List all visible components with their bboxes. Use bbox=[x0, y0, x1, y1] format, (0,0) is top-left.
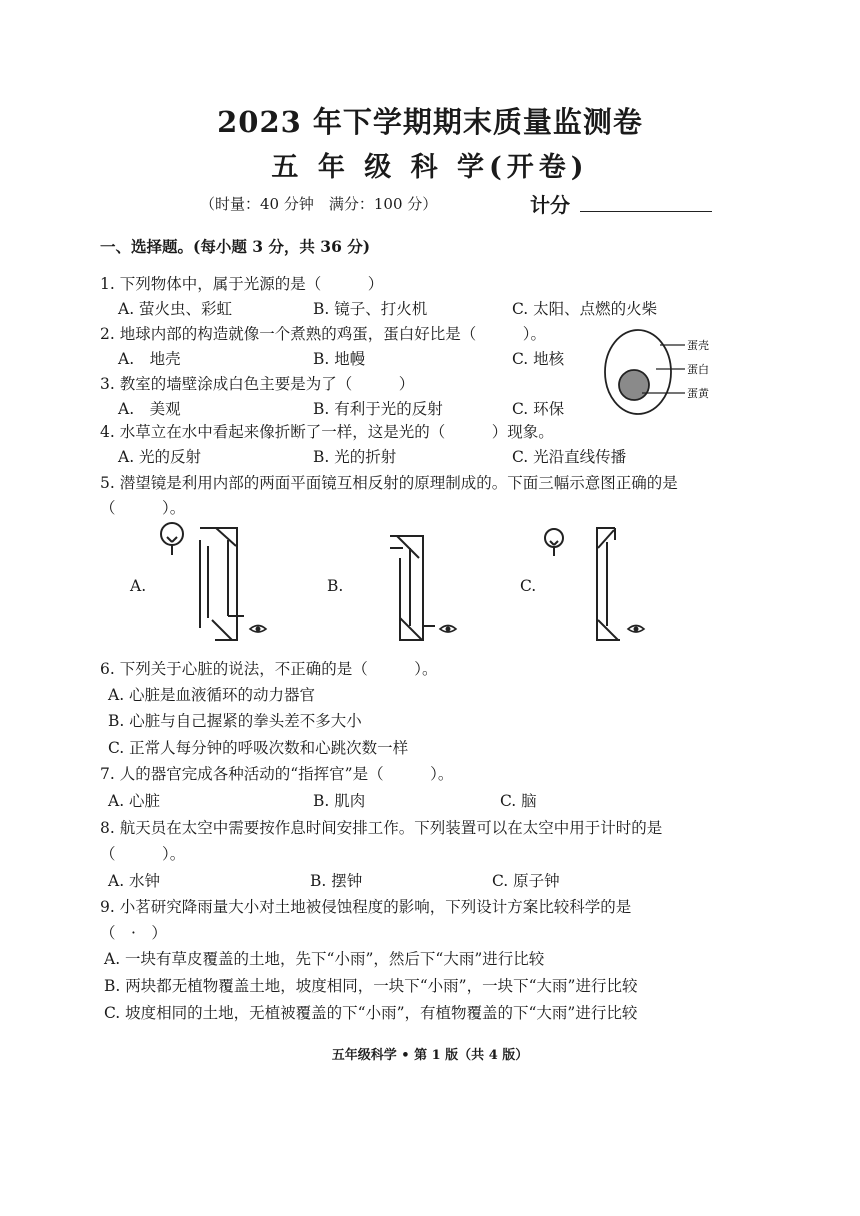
question-8-option-c: C. 原子钟 bbox=[492, 872, 560, 890]
egg-label-yolk: 蛋黄 bbox=[687, 387, 709, 400]
question-3-stem: 3. 教室的墙壁涂成白色主要是为了（ ） bbox=[100, 375, 415, 393]
question-4-option-b: B. 光的折射 bbox=[313, 448, 397, 466]
question-1-option-a: A. 萤火虫、彩虹 bbox=[118, 300, 233, 318]
exam-info: （时量：40 分钟 满分：100 分） bbox=[200, 195, 438, 213]
question-3-option-b: B. 有利于光的反射 bbox=[313, 400, 443, 418]
periscope-diagram-c bbox=[540, 518, 670, 648]
question-2-option-c: C. 地核 bbox=[512, 350, 565, 368]
question-6-option-b: B. 心脏与自己握紧的拳头差不多大小 bbox=[108, 712, 362, 730]
question-2-option-a: A. 地壳 bbox=[118, 350, 181, 368]
egg-label-white: 蛋白 bbox=[687, 363, 709, 376]
egg-yolk bbox=[619, 370, 649, 400]
question-3-option-a: A. 美观 bbox=[118, 400, 181, 418]
score-blank-line bbox=[580, 211, 712, 212]
egg-label-shell: 蛋壳 bbox=[687, 339, 709, 352]
egg-diagram bbox=[598, 325, 748, 425]
question-9-stem: 9. 小茗研究降雨量大小对土地被侵蚀程度的影响，下列设计方案比较科学的是 bbox=[100, 898, 632, 916]
question-4-option-c: C. 光沿直线传播 bbox=[512, 448, 627, 466]
periscope-diagram-a bbox=[150, 518, 280, 648]
question-1-stem: 1. 下列物体中，属于光源的是（ ） bbox=[100, 275, 384, 293]
section-heading: 一、选择题。(每小题 3 分，共 36 分) bbox=[100, 237, 371, 256]
periscope-c-label: C. bbox=[520, 577, 537, 595]
question-9-option-a: A. 一块有草皮覆盖的土地，先下“小雨”，然后下“大雨”进行比较 bbox=[104, 950, 545, 968]
question-7-option-b: B. 肌肉 bbox=[313, 792, 366, 810]
question-8-blank: （ ）。 bbox=[100, 845, 186, 863]
periscope-b-label: B. bbox=[327, 577, 344, 595]
question-6-option-c: C. 正常人每分钟的呼吸次数和心跳次数一样 bbox=[108, 739, 409, 757]
periscope-diagram-b bbox=[375, 518, 505, 648]
question-8-option-b: B. 摆钟 bbox=[310, 872, 363, 890]
question-9-option-c: C. 坡度相同的土地，无植被覆盖的下“小雨”，有植物覆盖的下“大雨”进行比较 bbox=[104, 1004, 638, 1022]
question-7-stem: 7. 人的器官完成各种活动的“指挥官”是（ ）。 bbox=[100, 765, 454, 783]
question-4-option-a: A. 光的反射 bbox=[118, 448, 202, 466]
question-3-option-c: C. 环保 bbox=[512, 400, 565, 418]
question-4-stem: 4. 水草立在水中看起来像折断了一样，这是光的（ ）现象。 bbox=[100, 423, 554, 441]
question-6-stem: 6. 下列关于心脏的说法，不正确的是（ ）。 bbox=[100, 660, 438, 678]
question-7-option-a: A. 心脏 bbox=[108, 792, 161, 810]
question-8-option-a: A. 水钟 bbox=[108, 872, 161, 890]
question-1-option-c: C. 太阳、点燃的火柴 bbox=[512, 300, 658, 318]
score-label: 计分 bbox=[530, 193, 570, 217]
question-5-blank: （ ）。 bbox=[100, 499, 186, 517]
question-2-stem: 2. 地球内部的构造就像一个煮熟的鸡蛋，蛋白好比是（ ）。 bbox=[100, 325, 546, 343]
question-2-option-b: B. 地幔 bbox=[313, 350, 366, 368]
question-5-stem: 5. 潜望镜是利用内部的两面平面镜互相反射的原理制成的。下面三幅示意图正确的是 bbox=[100, 474, 678, 492]
exam-subtitle: 五 年 级 科 学(开卷) bbox=[271, 152, 589, 183]
question-9-blank: （ · ） bbox=[100, 924, 167, 942]
exam-title: 2023 年下学期期末质量监测卷 bbox=[217, 105, 643, 139]
question-6-option-a: A. 心脏是血液循环的动力器官 bbox=[108, 686, 316, 704]
question-1-option-b: B. 镜子、打火机 bbox=[313, 300, 428, 318]
question-7-option-c: C. 脑 bbox=[500, 792, 537, 810]
question-9-option-b: B. 两块都无植物覆盖土地，坡度相同，一块下“小雨”，一块下“大雨”进行比较 bbox=[104, 977, 638, 995]
periscope-a-label: A. bbox=[130, 577, 147, 595]
question-8-stem: 8. 航天员在太空中需要按作息时间安排工作。下列装置可以在太空中用于计时的是 bbox=[100, 819, 663, 837]
page-footer: 五年级科学 • 第 1 版（共 4 版） bbox=[331, 1048, 529, 1063]
